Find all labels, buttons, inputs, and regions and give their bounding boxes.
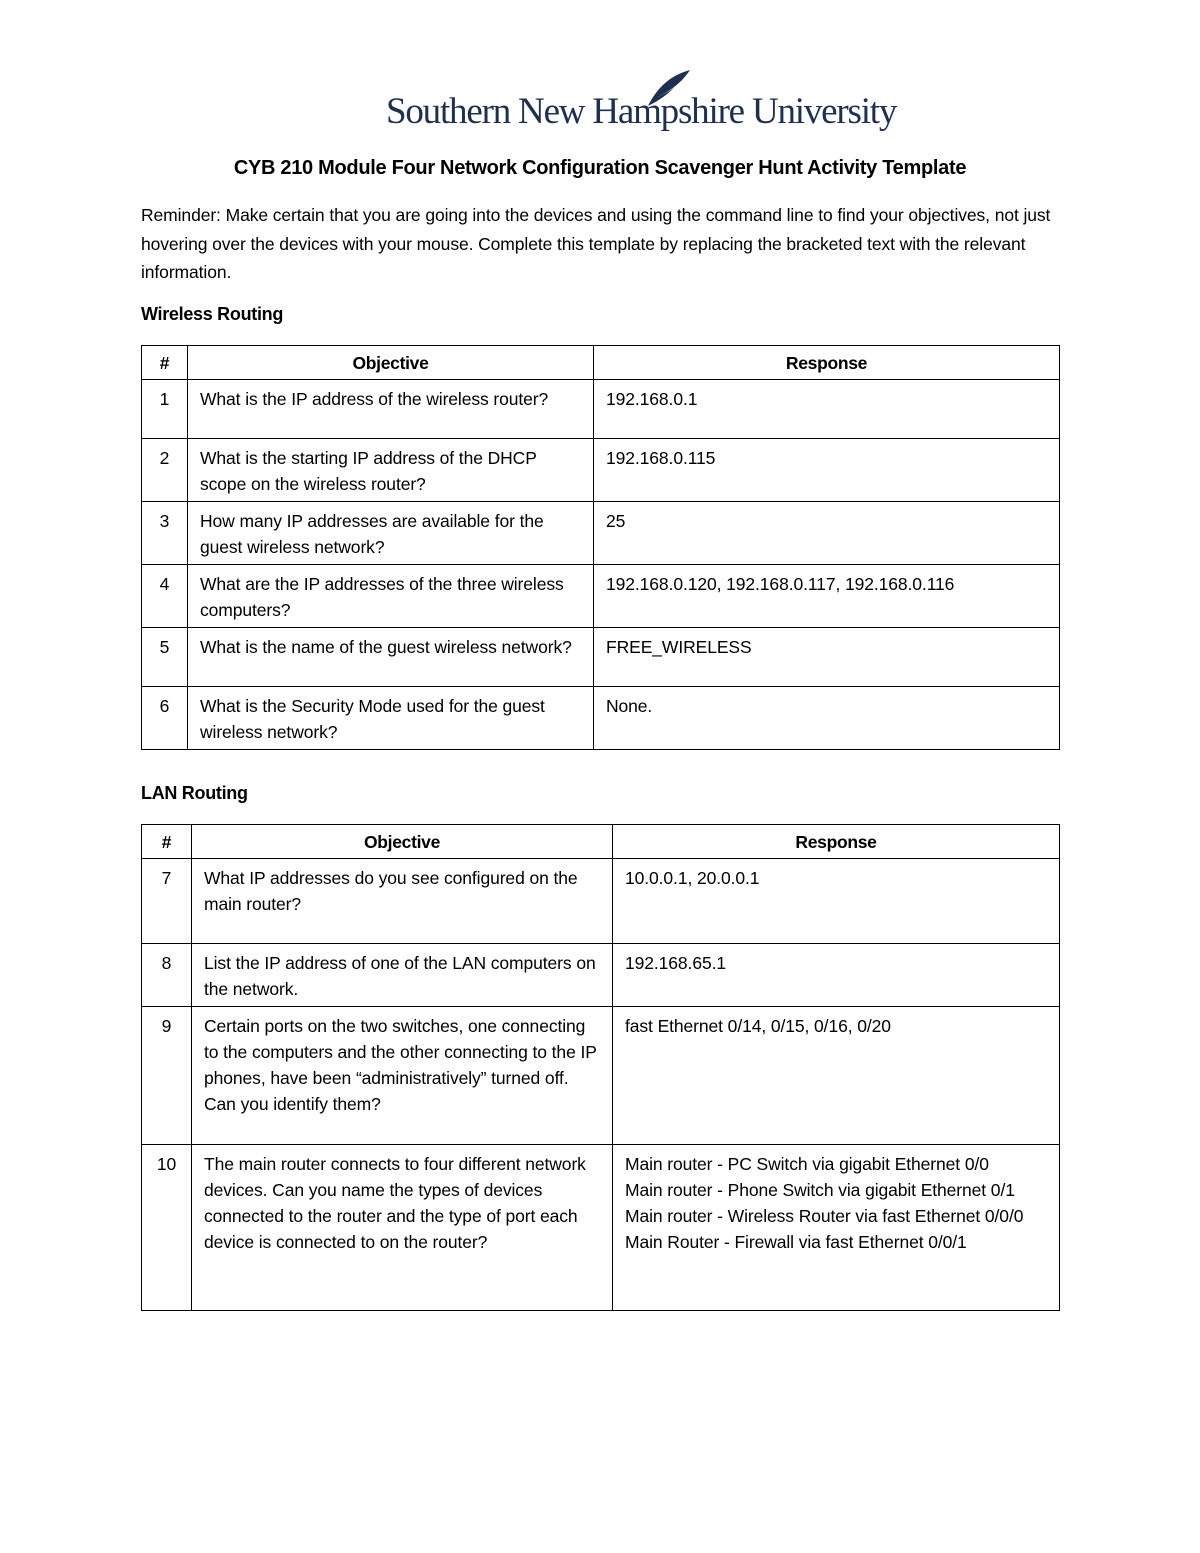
table-row xyxy=(142,687,1060,750)
response-line: FREE_WIRELESS xyxy=(606,637,752,657)
row-number: 4 xyxy=(142,565,188,628)
response-line: Main router - PC Switch via gigabit Ethernet 0/0 xyxy=(625,1154,989,1174)
response-line: 192.168.0.115 xyxy=(606,448,716,468)
lan-routing-table xyxy=(141,824,1060,1311)
table-header-row xyxy=(142,346,1060,380)
university-logo xyxy=(386,68,897,138)
objective-cell: The main router connects to four different network devices. Can you name the types of devices connected to the router and the type of port each device is connected to on the router? xyxy=(192,1145,613,1311)
header-num: # xyxy=(142,825,192,859)
document-title: CYB 210 Module Four Network Configuration Scavenger Hunt Activity Template xyxy=(233,157,967,179)
row-number: 8 xyxy=(142,944,192,1007)
response-cell xyxy=(613,1007,1060,1145)
response-line: Main router - Phone Switch via gigabit Ethernet 0/1 xyxy=(625,1180,1015,1200)
response-line: None. xyxy=(606,696,653,716)
response-line: Main router - Wireless Router via fast Ethernet 0/0/0 xyxy=(625,1206,1024,1226)
table-row xyxy=(142,380,1060,439)
response-line: 10.0.0.1, 20.0.0.1 xyxy=(625,868,760,888)
header-num: # xyxy=(142,346,188,380)
lan-routing-heading: LAN Routing xyxy=(141,783,248,803)
table-row xyxy=(142,502,1060,565)
table-row xyxy=(142,1145,1060,1311)
objective-cell: What IP addresses do you see configured on the main router? xyxy=(192,859,613,944)
objective-cell: What is the name of the guest wireless network? xyxy=(188,628,594,687)
response-cell xyxy=(594,380,1060,439)
row-number: 10 xyxy=(142,1145,192,1311)
response-line: Main Router - Firewall via fast Ethernet 0/0/1 xyxy=(625,1232,967,1252)
objective-cell: List the IP address of one of the LAN computers on the network. xyxy=(192,944,613,1007)
header-objective: Objective xyxy=(192,825,613,859)
objective-cell: Certain ports on the two switches, one connecting to the computers and the other connecting to the IP phones, have been “administratively” turned off. Can you identify them? xyxy=(192,1007,613,1145)
row-number: 5 xyxy=(142,628,188,687)
wireless-routing-heading: Wireless Routing xyxy=(141,304,284,324)
table-row xyxy=(142,565,1060,628)
row-number: 9 xyxy=(142,1007,192,1145)
objective-cell: What is the IP address of the wireless router? xyxy=(188,380,594,439)
table-row xyxy=(142,628,1060,687)
response-line: 192.168.0.120, 192.168.0.117, 192.168.0.116 xyxy=(606,574,955,594)
response-line: fast Ethernet 0/14, 0/15, 0/16, 0/20 xyxy=(625,1016,891,1036)
table-row xyxy=(142,859,1060,944)
reminder-paragraph: Reminder: Make certain that you are going into the devices and using the command line to find your objectives, not just hovering over the devices with your mouse. Complete this template by replacing the bracketed text with the relevant information. xyxy=(141,205,1051,282)
response-line: 192.168.0.1 xyxy=(606,389,698,409)
response-line: 25 xyxy=(606,511,626,531)
objective-cell: What is the starting IP address of the DHCP scope on the wireless router? xyxy=(188,439,594,502)
header-objective: Objective xyxy=(188,346,594,380)
response-cell xyxy=(613,944,1060,1007)
objective-cell: How many IP addresses are available for the guest wireless network? xyxy=(188,502,594,565)
response-line: 192.168.65.1 xyxy=(625,953,726,973)
header-response: Response xyxy=(613,825,1060,859)
table-header-row xyxy=(142,825,1060,859)
table-row xyxy=(142,1007,1060,1145)
response-cell xyxy=(594,565,1060,628)
row-number: 7 xyxy=(142,859,192,944)
response-cell xyxy=(613,1145,1060,1311)
table-row xyxy=(142,439,1060,502)
header-response: Response xyxy=(594,346,1060,380)
table-row xyxy=(142,944,1060,1007)
row-number: 6 xyxy=(142,687,188,750)
response-cell xyxy=(613,859,1060,944)
row-number: 1 xyxy=(142,380,188,439)
logo-wordmark: Southern New Hampshire University xyxy=(386,91,897,132)
objective-cell: What are the IP addresses of the three wireless computers? xyxy=(188,565,594,628)
row-number: 2 xyxy=(142,439,188,502)
response-cell xyxy=(594,628,1060,687)
row-number: 3 xyxy=(142,502,188,565)
response-cell xyxy=(594,439,1060,502)
wireless-routing-table xyxy=(141,345,1060,750)
objective-cell: What is the Security Mode used for the guest wireless network? xyxy=(188,687,594,750)
response-cell xyxy=(594,502,1060,565)
response-cell xyxy=(594,687,1060,750)
